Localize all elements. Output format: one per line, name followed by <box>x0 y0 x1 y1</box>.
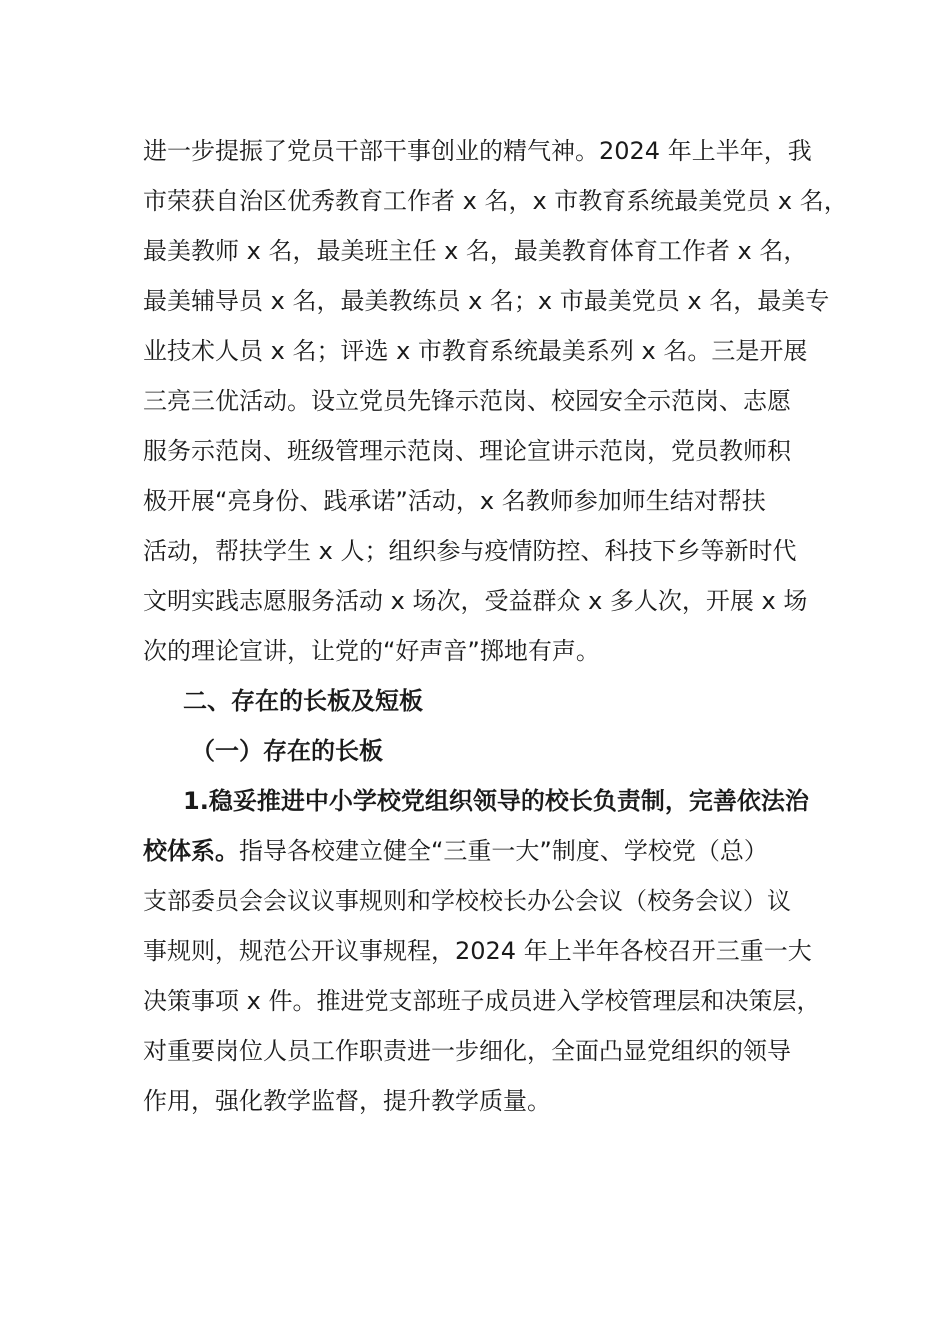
section-heading-2: 二、存在的长板及短板 <box>183 687 423 715</box>
item-1-line-3: 支部委员会会议议事规则和学校校长办公会议（校务会议）议 <box>143 887 791 915</box>
item-1-title-line-2: 校体系。 <box>143 837 239 865</box>
item-1-title-line-1: 1.稳妥推进中小学校党组织领导的校长负责制，完善依法治 <box>183 787 809 815</box>
body-line-5: 业技术人员 x 名；评选 x 市教育系统最美系列 x 名。三是开展 <box>143 337 808 365</box>
item-1-line-6: 对重要岗位人员工作职责进一步细化，全面凸显党组织的领导 <box>143 1037 791 1065</box>
document-body <box>143 126 848 1126</box>
body-line-1: 进一步提振了党员干部干事创业的精气神。2024 年上半年，我 <box>143 137 812 165</box>
body-line-9: 活动，帮扶学生 x 人；组织参与疫情防控、科技下乡等新时代 <box>143 537 797 565</box>
item-1-line-2 <box>143 826 808 876</box>
body-line-11: 次的理论宣讲，让党的“好声音”掷地有声。 <box>143 637 600 665</box>
item-1-line-5: 决策事项 x 件。推进党支部班子成员进入学校管理层和决策层， <box>143 987 821 1015</box>
body-line-2: 市荣获自治区优秀教育工作者 x 名，x 市教育系统最美党员 x 名， <box>143 187 848 215</box>
body-line-3: 最美教师 x 名，最美班主任 x 名，最美教育体育工作者 x 名， <box>143 237 808 265</box>
body-line-4: 最美辅导员 x 名，最美教练员 x 名；x 市最美党员 x 名，最美专 <box>143 287 830 315</box>
body-line-6: 三亮三优活动。设立党员先锋示范岗、校园安全示范岗、志愿 <box>143 387 791 415</box>
body-line-8: 极开展“亮身份、践承诺”活动，x 名教师参加师生结对帮扶 <box>143 487 766 515</box>
body-line-10: 文明实践志愿服务活动 x 场次，受益群众 x 多人次，开展 x 场 <box>143 587 808 615</box>
item-1-line-4: 事规则，规范公开议事规程，2024 年上半年各校召开三重一大 <box>143 937 812 965</box>
item-1-text-line-2: 指导各校建立健全“三重一大”制度、学校党（总） <box>239 837 768 865</box>
body-line-7: 服务示范岗、班级管理示范岗、理论宣讲示范岗，党员教师积 <box>143 437 791 465</box>
item-1-line-7: 作用，强化教学监督，提升教学质量。 <box>143 1087 551 1115</box>
subsection-heading-1: （一）存在的长板 <box>191 737 383 765</box>
